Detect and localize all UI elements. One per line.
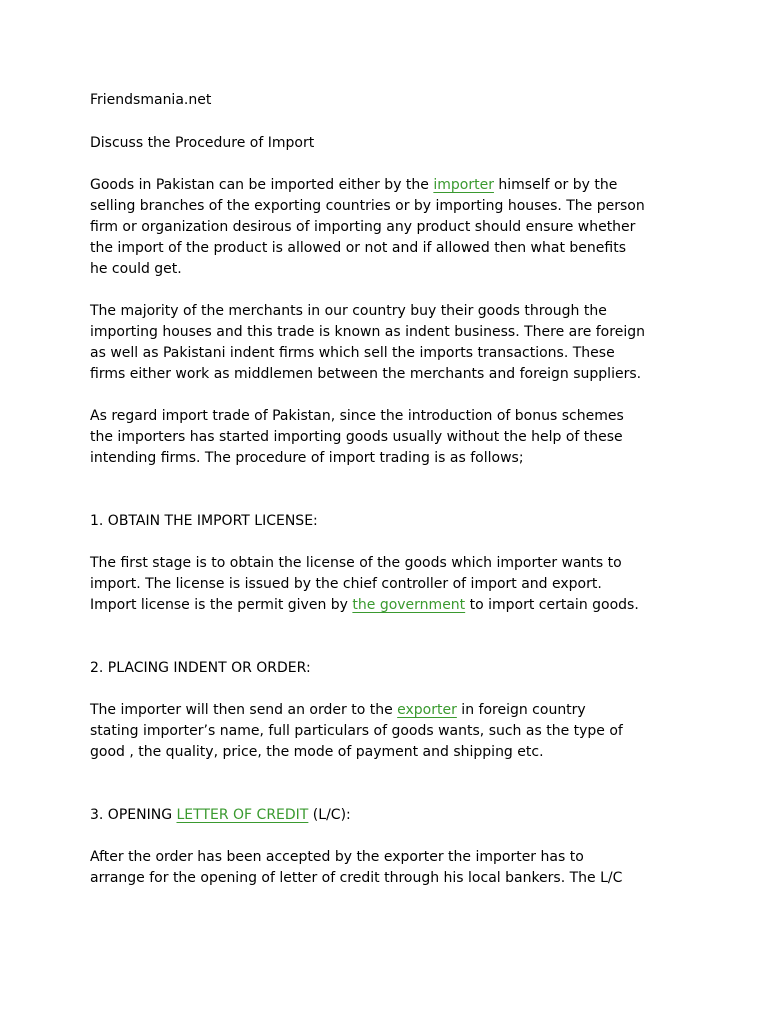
text-line: arrange for the opening of letter of credit through his local bankers. The L/C bbox=[90, 870, 623, 886]
text-span: himself or by the bbox=[493, 177, 618, 193]
text-line bbox=[90, 175, 690, 196]
text-line: the importers has started importing goods usually without the help of these bbox=[90, 429, 623, 445]
site-name: Friendsmania.net bbox=[90, 92, 212, 108]
paragraph-intro bbox=[90, 175, 690, 280]
text-line bbox=[90, 595, 690, 616]
text-span: (L/C): bbox=[308, 807, 351, 823]
section-heading-license: 1. OBTAIN THE IMPORT LICENSE: bbox=[90, 513, 318, 529]
text-line: the import of the product is allowed or not and if allowed then what benefits bbox=[90, 240, 626, 256]
paragraph-letter-of-credit bbox=[90, 847, 690, 889]
document-title: Discuss the Procedure of Import bbox=[90, 135, 315, 151]
exporter-link[interactable]: exporter bbox=[397, 702, 457, 718]
text-line: The majority of the merchants in our country buy their goods through the bbox=[90, 303, 607, 319]
paragraph-order bbox=[90, 700, 690, 763]
paragraph-license bbox=[90, 553, 690, 616]
section-heading-indent: 2. PLACING INDENT OR ORDER: bbox=[90, 660, 311, 676]
paragraph-indent-business bbox=[90, 301, 690, 385]
letter-of-credit-link[interactable]: LETTER OF CREDIT bbox=[176, 807, 309, 823]
text-span: to import certain goods. bbox=[465, 597, 639, 613]
text-span: in foreign country bbox=[456, 702, 586, 718]
section-heading-letter-of-credit bbox=[90, 805, 690, 826]
text-line bbox=[90, 700, 690, 721]
text-line: selling branches of the exporting countries or by importing houses. The person bbox=[90, 198, 645, 214]
text-line: he could get. bbox=[90, 261, 182, 277]
paragraph-import-trade bbox=[90, 406, 690, 469]
text-span: The importer will then send an order to the bbox=[90, 702, 398, 718]
text-line: As regard import trade of Pakistan, since the introduction of bonus schemes bbox=[90, 408, 624, 424]
text-span: 3. OPENING bbox=[90, 807, 177, 823]
text-line: firms either work as middlemen between the merchants and foreign suppliers. bbox=[90, 366, 642, 382]
text-span: Import license is the permit given by bbox=[90, 597, 353, 613]
importer-link[interactable]: importer bbox=[433, 177, 494, 193]
text-line: intending firms. The procedure of import trading is as follows; bbox=[90, 450, 524, 466]
text-line: import. The license is issued by the chief controller of import and export. bbox=[90, 576, 602, 592]
text-line: stating importer’s name, full particulars of goods wants, such as the type of bbox=[90, 723, 623, 739]
government-link[interactable]: the government bbox=[352, 597, 466, 613]
text-line: as well as Pakistani indent firms which sell the imports transactions. These bbox=[90, 345, 615, 361]
text-line: The first stage is to obtain the license of the goods which importer wants to bbox=[90, 555, 622, 571]
text-line: firm or organization desirous of importing any product should ensure whether bbox=[90, 219, 636, 235]
text-line: good , the quality, price, the mode of payment and shipping etc. bbox=[90, 744, 544, 760]
text-span: Goods in Pakistan can be imported either by the bbox=[90, 177, 434, 193]
text-line: After the order has been accepted by the exporter the importer has to bbox=[90, 849, 584, 865]
text-line: importing houses and this trade is known as indent business. There are foreign bbox=[90, 324, 645, 340]
